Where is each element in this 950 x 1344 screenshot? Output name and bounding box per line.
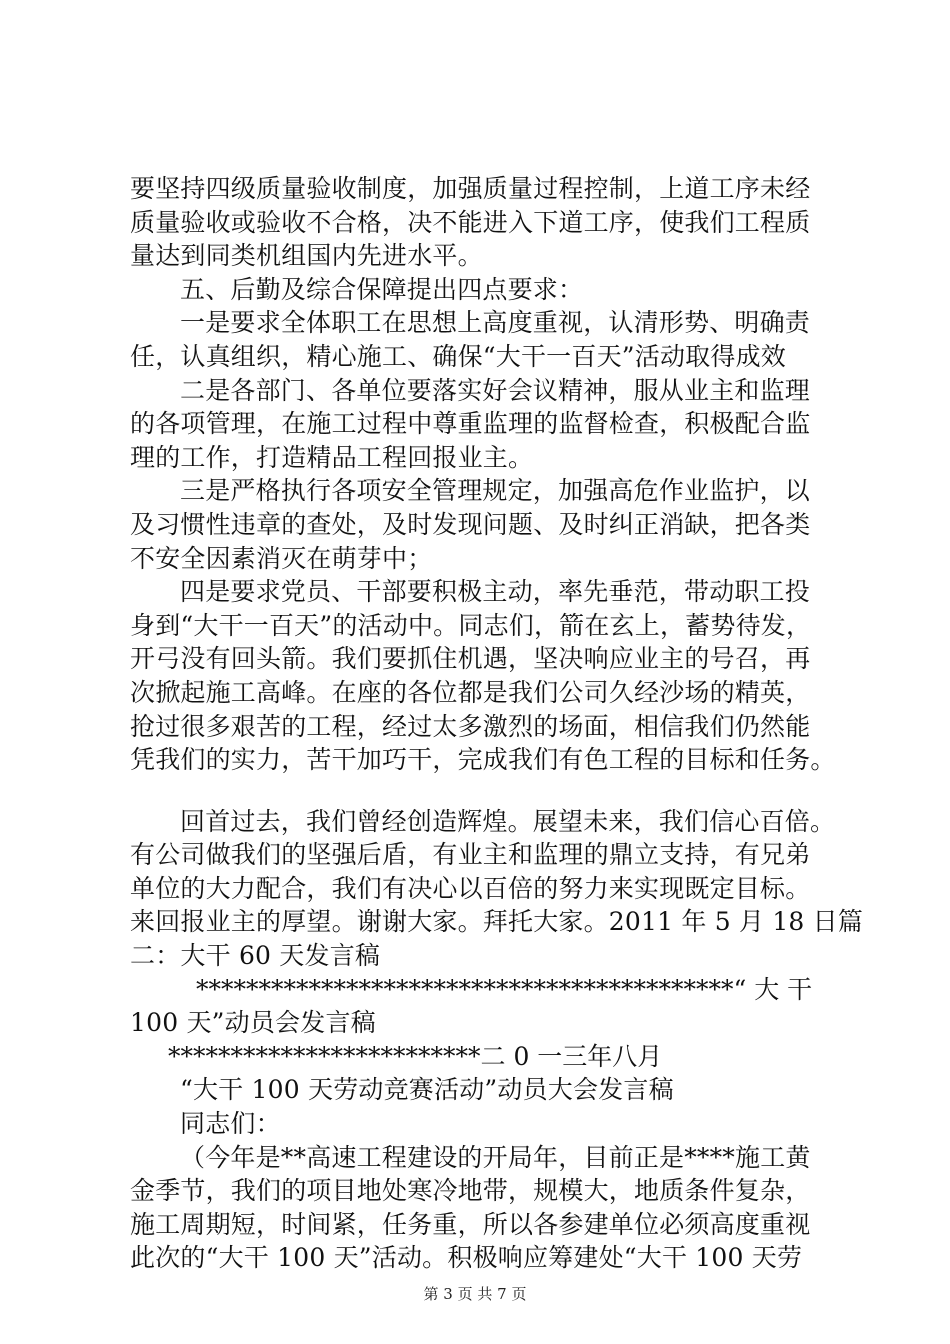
text-line: 回首过去，我们曾经创造辉煌。展望未来，我们信心百倍。 xyxy=(180,806,836,836)
text-line: 及习惯性违章的查处，及时发现问题、及时纠正消缺，把各类 xyxy=(130,509,811,539)
paragraph-gap xyxy=(130,777,830,805)
text-line: 100 天”动员会发言稿 xyxy=(130,1008,376,1038)
star-divider-line: *******************************************“ 大 干 xyxy=(196,974,813,1004)
text-line: 身到“大干一百天”的活动中。同志们，箭在玄上，蓄势待发， xyxy=(130,610,812,640)
text-line: 次掀起施工高峰。在座的各位都是我们公司久经沙场的精英， xyxy=(130,677,811,707)
text-line: 量达到同类机组国内先进水平。 xyxy=(130,241,483,271)
speech-title: “大干 100 天劳动竞赛活动”动员大会发言稿 xyxy=(180,1075,674,1105)
text-line: 金季节，我们的项目地处寒冷地带，规模大，地质条件复杂， xyxy=(130,1176,811,1206)
section-heading: 五、后勤及综合保障提出四点要求： xyxy=(180,274,584,304)
text-line: 四是要求党员、干部要积极主动，率先垂范，带动职工投 xyxy=(180,577,811,607)
text-line: 此次的“大干 100 天”活动。积极响应筹建处“大干 100 天劳 xyxy=(130,1243,803,1273)
text-line: 的各项管理，在施工过程中尊重监理的监督检查，积极配合监 xyxy=(130,409,811,439)
text-line: 不安全因素消灭在萌芽中； xyxy=(130,543,433,573)
text-line: 单位的大力配合，我们有决心以百倍的努力来实现既定目标。 xyxy=(130,873,811,903)
text-line: 来回报业主的厚望。谢谢大家。拜托大家。2011 年 5 月 18 日篇 xyxy=(130,907,864,937)
text-line: 二：大干 60 天发言稿 xyxy=(130,941,381,971)
text-line: 要坚持四级质量验收制度，加强质量过程控制，上道工序未经 xyxy=(130,174,811,203)
text-line: 施工周期短，时间紧，任务重，所以各参建单位必须高度重视 xyxy=(130,1209,811,1239)
text-line: 凭我们的实力，苦干加巧干，完成我们有色工程的目标和任务。 xyxy=(130,745,836,775)
page-number-footer: 第 3 页 共 7 页 xyxy=(423,1285,527,1303)
text-line: 有公司做我们的坚强后盾，有业主和监理的鼎立支持，有兄弟 xyxy=(130,840,811,870)
document-body xyxy=(130,172,864,1275)
text-line: 任，认真组织，精心施工、确保“大干一百天”活动取得成效 xyxy=(130,341,786,371)
text-line: 质量验收或验收不合格，决不能进入下道工序，使我们工程质 xyxy=(130,207,811,237)
text-line: 理的工作，打造精品工程回报业主。 xyxy=(130,442,534,472)
text-line: 抢过很多艰苦的工程，经过太多激烈的场面，相信我们仍然能 xyxy=(130,711,811,741)
star-date-line: *************************二 0 一三年八月 xyxy=(168,1041,663,1071)
salutation: 同志们： xyxy=(180,1109,281,1139)
text-line: （今年是**高速工程建设的开局年，目前正是****施工黄 xyxy=(180,1142,811,1172)
text-line: 一是要求全体职工在思想上高度重视，认清形势、明确责 xyxy=(180,308,811,338)
text-line: 三是严格执行各项安全管理规定，加强高危作业监护，以 xyxy=(180,476,811,506)
text-line: 开弓没有回头箭。我们要抓住机遇，坚决响应业主的号召，再 xyxy=(130,644,811,674)
text-line: 二是各部门、各单位要落实好会议精神，服从业主和监理 xyxy=(180,375,811,405)
